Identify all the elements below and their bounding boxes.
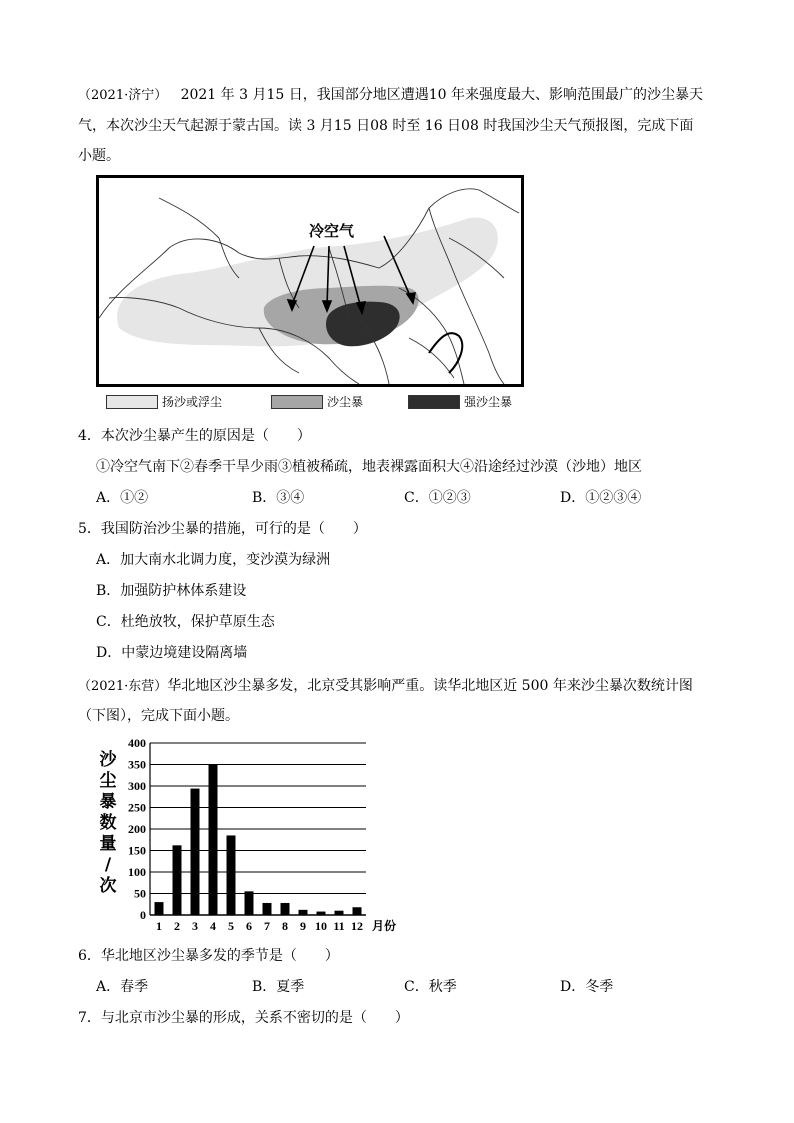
x-tick-label: 3: [192, 919, 198, 933]
q4-option-c[interactable]: C．①②③: [404, 490, 471, 506]
y-tick-label: 100: [128, 865, 146, 879]
legend-label-light: 扬沙或浮尘: [162, 395, 223, 409]
map-legend: [106, 393, 526, 411]
y-tick-label: 200: [128, 822, 146, 836]
bar: [263, 903, 272, 915]
q5-option-b[interactable]: B．加强防护林体系建设: [96, 583, 247, 599]
x-tick-label: 12: [351, 919, 363, 933]
q6-option-b[interactable]: B．夏季: [252, 979, 305, 995]
q4-option-a[interactable]: A．①②: [96, 490, 149, 506]
q5-option-a[interactable]: A．加大南水北调力度，变沙漠为绿洲: [96, 552, 331, 568]
q4-stem: 4．本次沙尘暴产生的原因是（ ）: [78, 428, 311, 444]
y-axis-label-char: 沙: [99, 750, 117, 770]
q4-option-b[interactable]: B．③④: [252, 490, 305, 506]
y-axis-label-char: 次: [99, 876, 117, 896]
intro2-text: 华北地区沙尘暴多发，北京受其影响严重。读华北地区近 500 年来沙尘暴次数统计图: [167, 678, 693, 694]
q6-option-c[interactable]: C．秋季: [404, 979, 457, 995]
q6-stem: 6．华北地区沙尘暴多发的季节是（ ）: [78, 948, 339, 964]
q5-stem: 5．我国防治沙尘暴的措施，可行的是（ ）: [78, 521, 367, 537]
bar: [155, 902, 164, 915]
intro1-text: 2021 年 3 月15 日，我国部分地区遭遇10 年来强度最大、影响范围最广的沙尘暴天: [180, 87, 703, 103]
x-axis-label: 月份: [372, 919, 397, 933]
y-axis-label-char: 暴: [99, 792, 117, 812]
intro2-line2: （下图），完成下面小题。: [78, 708, 239, 724]
x-tick-label: 5: [228, 919, 234, 933]
legend-label-dust: 沙尘暴: [327, 395, 364, 409]
x-tick-label: 2: [174, 919, 180, 933]
legend-swatch-dust: [271, 395, 323, 409]
y-axis-label-char: 量: [99, 834, 117, 854]
intro2-source: （2021·东营）: [78, 679, 168, 694]
q6-option-d[interactable]: D．冬季: [560, 979, 614, 995]
bar: [227, 835, 236, 915]
legend-swatch-strong: [408, 395, 460, 409]
q7-stem: 7．与北京市沙尘暴的形成，关系不密切的是（ ）: [78, 1010, 409, 1026]
bar: [191, 789, 200, 915]
bar: [209, 765, 218, 916]
y-tick-label: 50: [134, 886, 146, 901]
x-tick-label: 8: [282, 919, 288, 933]
y-tick-label: 300: [128, 779, 146, 793]
q5-option-c[interactable]: C．杜绝放牧，保护草原生态: [96, 614, 275, 630]
dust-storm-bar-chart: [98, 735, 418, 940]
bar: [317, 912, 326, 915]
legend-label-strong: 强沙尘暴: [464, 395, 513, 409]
map-svg: [99, 178, 521, 384]
y-tick-label: 250: [128, 800, 146, 815]
x-tick-label: 4: [210, 919, 216, 933]
q5-option-d[interactable]: D．中蒙边境建设隔离墙: [96, 645, 248, 661]
x-tick-label: 10: [315, 919, 327, 933]
intro1-source: （2021·济宁）: [78, 88, 168, 103]
x-tick-label: 9: [300, 919, 306, 933]
y-axis-label-char: /: [104, 855, 112, 875]
y-tick-label: 0: [140, 908, 146, 922]
bar: [299, 910, 308, 915]
y-tick-label: 400: [128, 736, 146, 750]
y-axis-label-char: 尘: [99, 771, 117, 791]
x-tick-label: 7: [264, 919, 270, 933]
intro2-line1: [78, 675, 693, 695]
q4-option-d[interactable]: D．①②③④: [560, 490, 642, 506]
dust-forecast-map: [96, 175, 524, 387]
intro1-line1: [78, 84, 703, 104]
bar: [245, 891, 254, 915]
q6-option-a[interactable]: A．春季: [96, 979, 149, 995]
bar: [173, 845, 182, 915]
legend-swatch-light: [106, 395, 158, 409]
intro1-line3: 小题。: [78, 148, 120, 164]
bar: [281, 903, 290, 915]
cold-air-label: 冷空气: [309, 222, 355, 240]
intro1-line2: 气，本次沙尘天气起源于蒙古国。读 3 月15 日08 时至 16 日08 时我国沙尘天气预报图，完成下面: [78, 118, 694, 134]
bar: [335, 911, 344, 915]
y-tick-label: 350: [128, 757, 146, 772]
bar: [353, 907, 362, 915]
x-tick-label: 1: [156, 919, 162, 933]
y-tick-label: 150: [128, 843, 146, 858]
x-tick-label: 11: [333, 919, 345, 933]
y-axis-label-char: 数: [99, 813, 117, 833]
x-tick-label: 6: [246, 919, 252, 933]
q4-statements: ①冷空气南下②春季干旱少雨③植被稀疏，地表裸露面积大④沿途经过沙漠（沙地）地区: [96, 459, 642, 475]
